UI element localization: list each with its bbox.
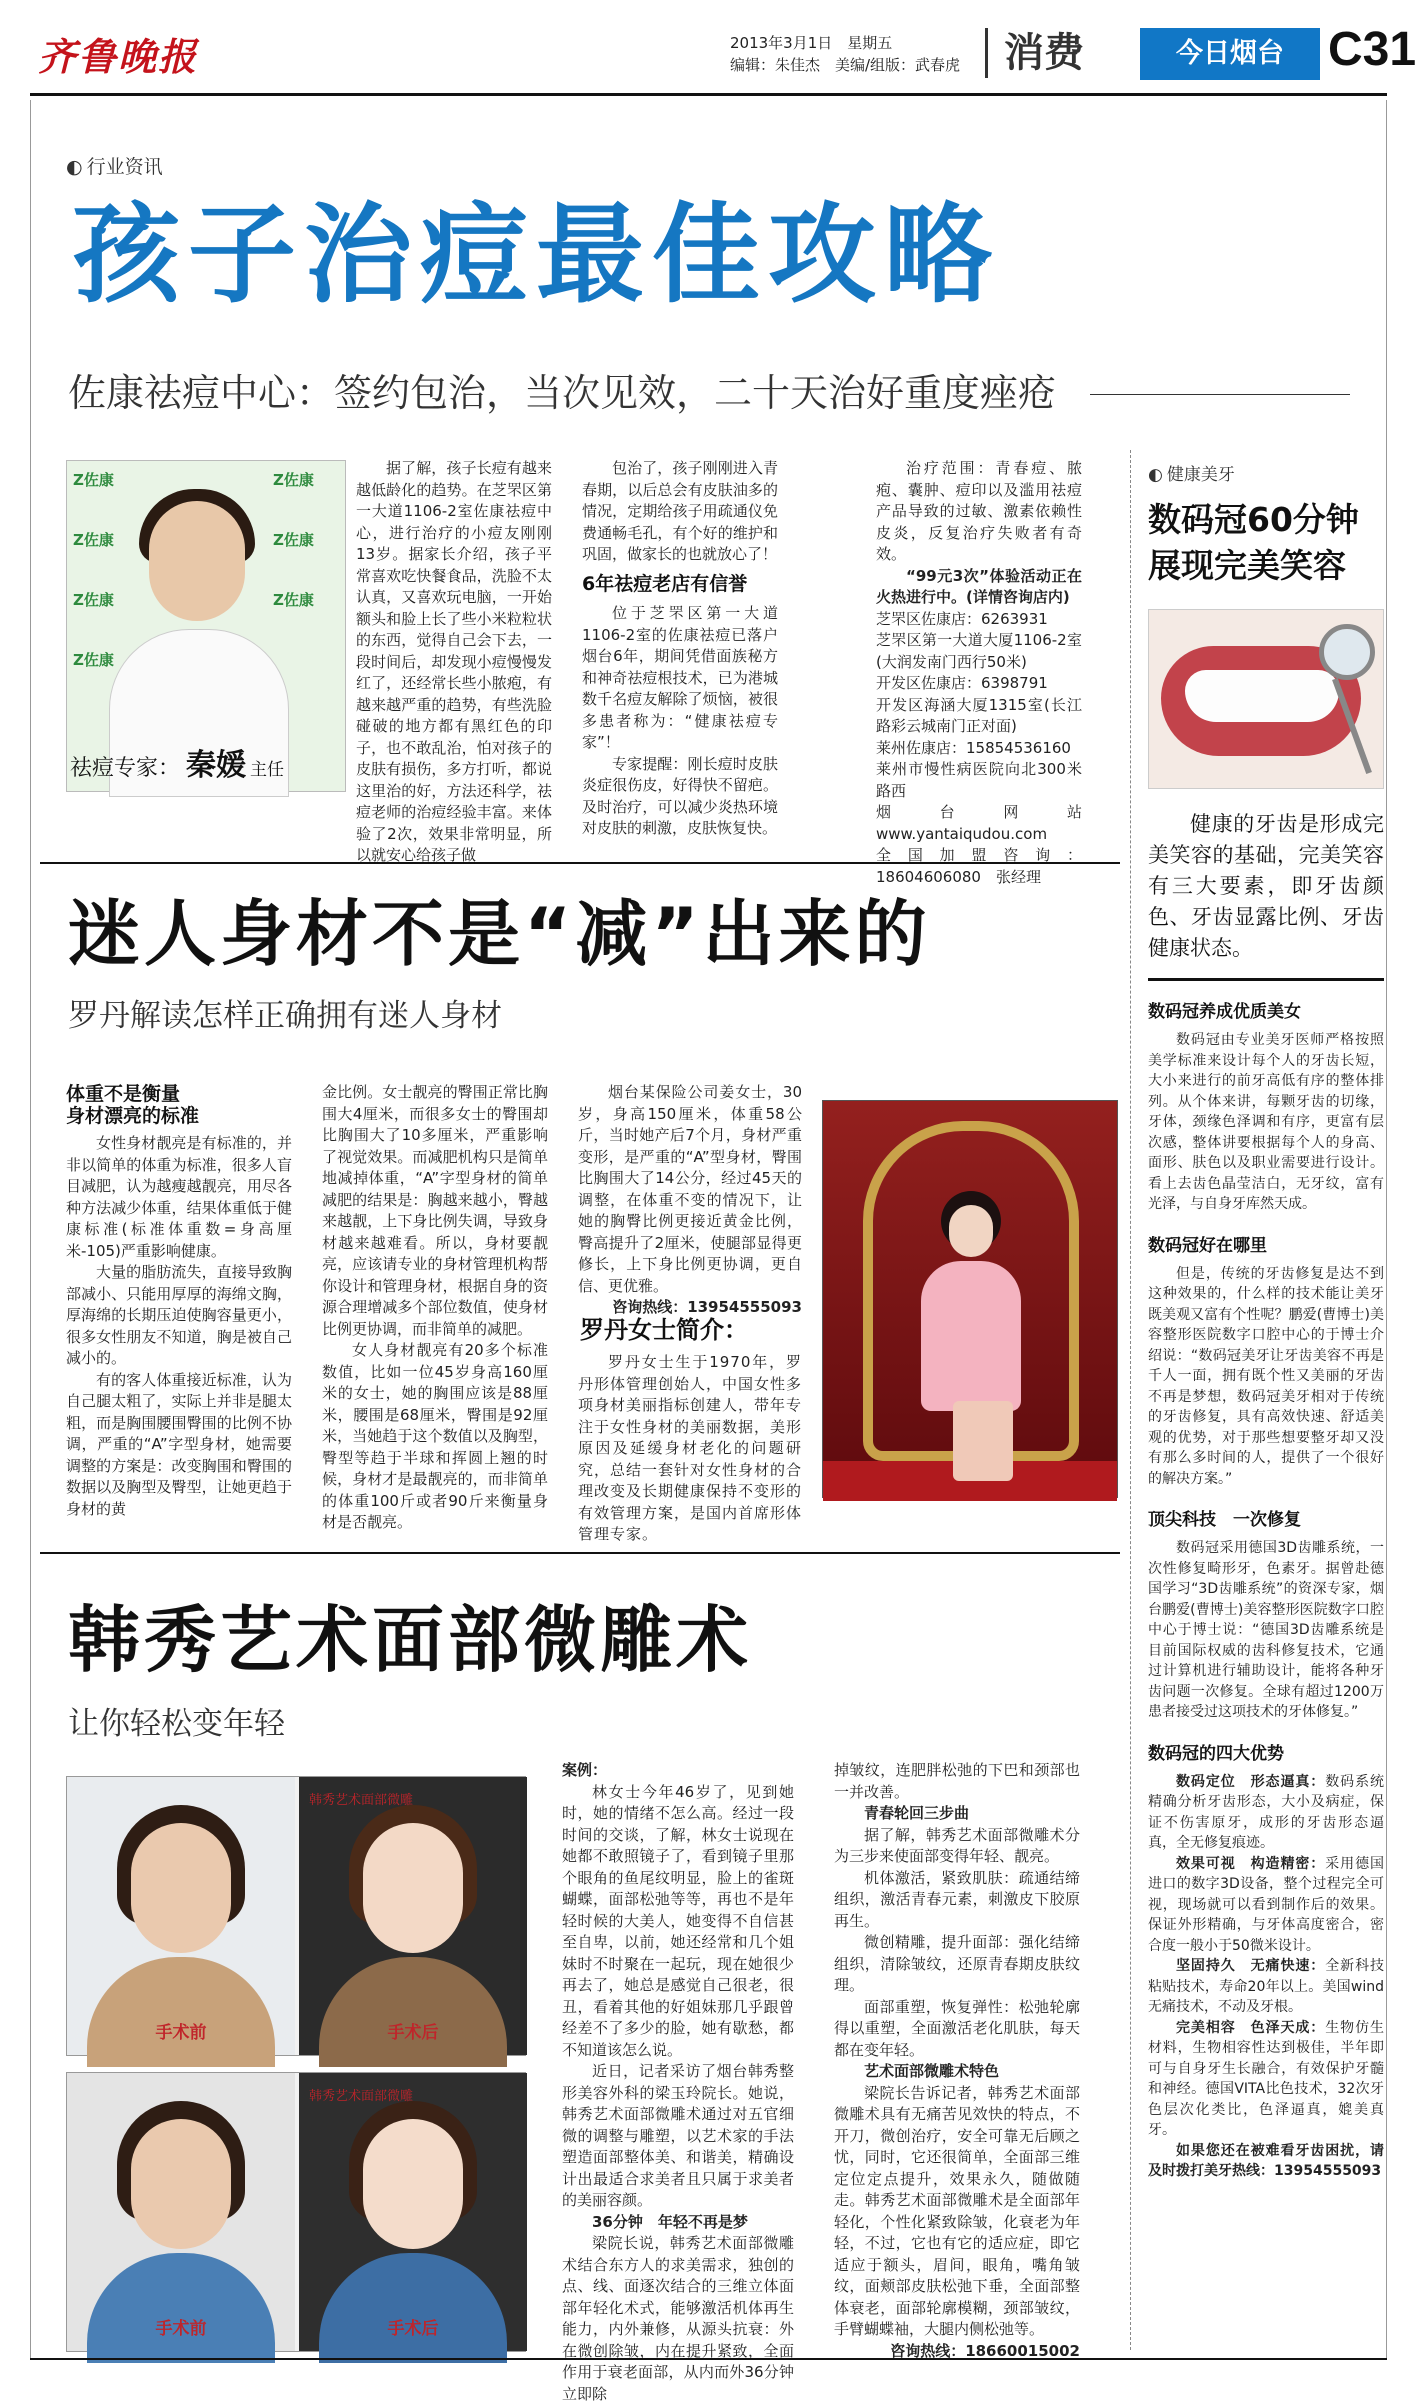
paragraph: 包治了，孩子刚刚进入青春期，以后总会有皮肤油多的情况，定期给孩子用疏通仪免费通畅毛孔，有个好的维护和巩固，做家长的也就放心了！: [582, 459, 778, 563]
after-label: 手术后: [387, 2319, 439, 2339]
hotline: 咨询热线：18660015002: [890, 2341, 1080, 2360]
brand-tile: Z佐康: [73, 591, 114, 609]
paragraph: 金比例。女士靓亮的臀围正常比胸围大4厘米，而很多女士的臀围却比胸围大了10多厘米，严重影响了视觉效果。而减肥机构只是简单地减掉体重，“A”字型身材的简单减肥的结果是：胸越来越小，臀越来越靓，上下身比例失调，导致身材越来越难看。所以，身材要靓亮，应该请专业的身材管理机构帮你设计和管理身材，根据自身的资源合理增减多个部位数值，使身材比例更协调，而非简单的减肥。: [322, 1083, 548, 1338]
before-photo: [67, 1777, 295, 2055]
store-line: 芝罘区佐康店：6263931: [876, 609, 1048, 628]
expert-face: [149, 501, 245, 621]
before-label: 手术前: [155, 2319, 207, 2339]
store-line: 莱州佐康店：15854536160: [876, 738, 1071, 757]
article1-column-1: [356, 458, 552, 867]
advantage-item: [1148, 1956, 1384, 2018]
sidebar-subheading: 数码冠好在哪里: [1148, 1235, 1267, 1256]
page-number: C31: [1328, 23, 1417, 76]
paragraph: 林女士今年46岁了，见到她时，她的情绪不怎么高。经过一段时间的交谈，了解，林女士说现在她都不敢照镜子了，看到镜子里那个眼角的鱼尾纹明显，脸上的雀斑蝴蝶，面部松弛等等，再也不是年轻时候的大美人，她变得不自信甚至自卑，以前，她还经常和几个姐妹时不时聚在一起玩，现在她很少再去了，她总是感觉自己很老，很丑，看着其他的好姐妹那几乎跟曾经差不了多少的脸，她有歇愁，都不知道该怎么说。: [562, 1782, 794, 2059]
brand-tile: Z佐康: [73, 531, 114, 549]
section-rule: [40, 1552, 1120, 1554]
date-and-editors: [730, 32, 960, 76]
article1-subhead: 佐康祛痘中心：签约包治，当次见效，二十天治好重度痤疮: [68, 371, 1057, 415]
advantage-text: 全新科技粘贴技术，寿命20年以上。美国wind无痛技术，不动及牙根。: [1148, 1958, 1385, 2015]
sidebar-subheading: 顶尖科技 一次修复: [1148, 1510, 1301, 1530]
expert-caption: [70, 740, 284, 784]
store-line: 烟台网站www.yantaiqudou.com: [876, 803, 1082, 843]
paragraph: 梁院长告诉记者，韩秀艺术面部微雕术具有无痛苦见效快的特点，不开刀，微创治疗，安全可靠无后顾之忧，同时，它还很简单，全面部三维定位定点提升，效果永久，随做随走。韩秀艺术面部微雕术是全面部年轻化，个性化紧致除皱，化衰老为年轻，不过，它也有它的适应症，即它适应于额头，眉间，眼角，嘴角皱纹，面颊部皮肤松弛下垂，全面部整体衰老，面部轮廓模糊，颈部皱纹，手臂蝴蝶袖，大腿内侧松弛等。: [834, 2083, 1080, 2338]
subhead-rule: [1090, 394, 1350, 395]
paragraph: 近日，记者采访了烟台韩秀整形美容外科的梁玉玲院长。她说，韩秀艺术面部微雕术通过对五官细微的调整与雕塑，以艺术家的手法塑造面部整体美、和谐美，精确设计出最适合求美者且只属于求美者的美丽容颜。: [562, 2062, 794, 2209]
legs: [953, 1401, 1013, 1481]
before-label: 手术前: [155, 2023, 207, 2043]
advantage-text: 生物仿生材料，生物相容性达到极佳，半年即可与自身牙生长融合，有效保护牙髓和神经。德国VITA比色技术，32次牙色层次化类比，色泽逼真，媲美真牙。: [1148, 2019, 1385, 2138]
advantage-text: 采用德国进口的数字3D设备，整个过程完全可视，现场就可以看到制作后的效果。保证外形精确，与牙体高度密合，密合度一般小于50微米设计。: [1148, 1855, 1385, 1954]
editors-line: 编辑：朱佳杰 美编/组版：武春虎: [730, 56, 961, 74]
face: [363, 2119, 463, 2249]
advantage-text: 数码系统精确分析牙齿形态，大小及病症，保证不伤害原牙，成形的牙齿形态逼真，全无修复痕迹。: [1148, 1773, 1385, 1851]
sidebar-text: [1148, 1030, 1384, 1215]
pink-dress: [921, 1261, 1021, 1411]
advantage-item: [1148, 1772, 1384, 1854]
paragraph: 数码冠采用德国3D齿雕系统，一次性修复畸形牙，色素牙。据曾赴德国学习“3D齿雕系统”的资深专家，烟台鹏爱(曹博士)美容整形医院数字口腔中心于博士说：“德国3D齿雕系统是目前国际权威的齿科修复技术，它通过计算机进行辅助设计，能将各种牙齿问题一次修复。全球有超过1200万患者接受过这项技术的牙体修复。”: [1148, 1540, 1384, 1720]
expert-title: 主任: [250, 760, 285, 780]
article3-subhead: 让你轻松变年轻: [68, 1706, 285, 1742]
dental-sidebar: [1148, 460, 1384, 2360]
paragraph: 据了解，韩秀艺术面部微雕术分为三步来使面部变得年轻、靓亮。: [834, 1825, 1080, 1865]
paragraph: 面部重塑，恢复弹性：松弛轮廓得以重塑，全面激活老化肌肤，每天都在变年轻。: [834, 1997, 1080, 2059]
sidebar-title: [1148, 497, 1384, 589]
paragraph: 有的客人体重接近标准，认为自己腿太粗了，实际上并非是腿太粗，而是胸围腰围臀围的比例不协调，严重的“A”字型身材，她需要调整的方案是：改变胸围和臀围的数据以及胸型及臀型，让她更趋于身材的黄: [66, 1370, 292, 1518]
before-after-photo-2: [66, 2072, 526, 2352]
article1-column-3: [876, 458, 1082, 888]
brand-tile: Z佐康: [73, 471, 114, 489]
caption-label: 祛痘专家：: [70, 756, 181, 781]
face: [131, 1823, 231, 1953]
before-after-photo-1: [66, 1776, 526, 2056]
teeth: [1185, 670, 1339, 722]
article1-headline: 孩子治痘最佳攻略: [72, 193, 1001, 318]
paragraph: 据了解，孩子长痘有越来越低龄化的趋势。在芝罘区第一大道1106-2室佐康祛痘中心，进行治疗的小痘友刚刚13岁。据家长介绍，孩子平常喜欢吃快餐食品，洗脸不太认真，又喜欢玩电脑，一开始额头和脸上长了些小米粒粒状的东西，觉得自己会下去，一段时间后，却发现小痘慢慢发红了，还经常长些小脓疱，有越来越严重的趋势，有些洗脸碰破的地方都有黑红色的印子，也不敢乱治，怕对孩子的皮肤有损伤，多方打听，都说这里治的好，方法还科学，祛痘老师的治痘经验丰富。来体验了2次，效果非常明显，所以就安心给孩子做: [356, 459, 552, 864]
paragraph: 女性身材靓亮是有标准的，并非以简单的体重为标准，很多人盲目减肥，认为越瘦越靓亮，用尽各种方法减少体重，结果体重低于健康标准(标准体重数=身高厘米-105)严重影响健康。: [66, 1134, 292, 1260]
closing-text: 如果您还在被难看牙齿困扰，请及时拨打美牙热线：13954555093: [1148, 2142, 1384, 2179]
hotline: 咨询热线：13954555093: [612, 1298, 802, 1316]
article2-subhead: 罗丹解读怎样正确拥有迷人身材: [68, 998, 502, 1034]
sidebar-text: [1148, 1538, 1384, 1723]
intro-title: 罗丹女士简介：: [580, 1316, 748, 1344]
advantage-label: 效果可视 构造精密：: [1176, 1855, 1326, 1872]
brand-tile: Z佐康: [273, 531, 314, 549]
sidebar-title-line: 数码冠60分钟: [1148, 500, 1359, 539]
article2-column-3: [578, 1082, 802, 1319]
store-line: 开发区佐康店：6398791: [876, 674, 1048, 692]
newspaper-logo: 齐鲁晚报: [38, 34, 199, 79]
sidebar-subheading: 数码冠的四大优势: [1148, 1743, 1284, 1764]
masthead: [30, 18, 1417, 96]
sidebar-divider: [1130, 450, 1131, 2350]
paragraph: 烟台某保险公司姜女士，30岁，身高150厘米，体重58公斤，当时她产后7个月，身材严重变形，是严重的“A”型身材，臀围比胸围大了14公分，经过45天的调整，在体重不变的情况下，让她的胸臀比例更接近黄金比例，臀高提升了2厘米，使腿部显得更修长，上下身比例更协调，更自信、更优雅。: [578, 1083, 802, 1295]
article2-headline: 迷人身材不是“减”出来的: [68, 892, 931, 976]
paragraph: 治疗范围：青春痘、脓疱、囊肿、痘印以及滥用祛痘产品导致的过敏、激素依赖性皮炎，反复治疗失败者有奇效。: [876, 459, 1082, 563]
article3-column-1: [562, 1760, 794, 2405]
case-label: 案例：: [562, 1761, 608, 1779]
paragraph: 掉皱纹，连肥胖松弛的下巴和颈部也一并改善。: [834, 1761, 1080, 1801]
edition-badge: 今日烟台: [1140, 28, 1320, 80]
section-rule: [40, 862, 1120, 864]
paragraph: 罗丹女士生于1970年，罗丹形体管理创始人，中国女性多项身材美丽指标创建人，带年专注于女性身材的美丽数据，美形原因及延缓身材老化的问题研究，总结一套针对女性身材的合理改变及长期健康保持不变形的有效管理方案，是国内首席形体管理专家。: [578, 1353, 803, 1543]
paragraph: 微创精雕，提升面部：强化结缔组织，清除皱纹，还原青春期皮肤纹理。: [834, 1933, 1080, 1994]
sidebar-rule: [1148, 978, 1384, 981]
store-line: 芝罘区第一大道大厦1106-2室(大润发南门西行50米): [876, 631, 1082, 671]
store-line: 开发区海涵大厦1315室(长江路彩云城南门正对面): [876, 695, 1082, 735]
brand-tile: Z佐康: [73, 651, 114, 669]
promo-text: “99元3次”体验活动正在火热进行中。(详情咨询店内): [876, 566, 1082, 606]
article2-column-2: [322, 1082, 548, 1534]
dental-mirror-icon: [1319, 624, 1375, 680]
before-photo: [67, 2073, 295, 2351]
luodan-photo: [822, 1100, 1118, 1498]
advantage-label: 完美相容 色泽天成：: [1176, 2019, 1326, 2036]
paragraph: 机体激活，紧致肌肤：疏通结缔组织，激活青春元素，刺激皮下胶原再生。: [834, 1868, 1080, 1930]
paragraph: 女人身材靓亮有20多个标准数值，比如一位45岁身高160厘米的女士，她的胸围应该是88厘米，腰围是68厘米，臀围是92厘米，当她趋于这个数值以及胸型，臀型等趋于半球和挥圆上翘的时候，身材才是最靓亮的，而非简单的体重100斤或者90斤来衡量身材是否靓亮。: [322, 1341, 548, 1531]
date-line: 2013年3月1日 星期五: [730, 34, 893, 52]
face: [363, 1823, 463, 1953]
subheading: 体重不是衡量: [66, 1083, 181, 1105]
sidebar-lead: 健康的牙齿是形成完美笑容的基础，完美笑容有三大要素，即牙齿颜色、牙齿显露比例、牙齿健康状态。: [1148, 812, 1384, 960]
paragraph: 数码冠由专业美牙医师严格按照美学标准来设计每个人的牙齿长短，大小来进行的前牙高低有序的整体排列。从个体来讲，每颗牙齿的切缘，牙体，颈缘色泽调和有序，更富有层次感，整体讲要根据每个人的身高、面形、肤色以及职业需要进行设计。看上去齿色晶莹洁白，无牙纹，富有光泽，与自身牙库然天成。: [1148, 1032, 1384, 1212]
sidebar-kicker: ◐ 健康美牙: [1148, 460, 1384, 485]
advantage-label: 数码定位 形态逼真：: [1176, 1773, 1326, 1790]
subheading: 青春轮回三步曲: [864, 1804, 970, 1822]
after-photo: [299, 2073, 527, 2351]
section-name: 消费: [985, 28, 1084, 78]
after-photo: [299, 1777, 527, 2055]
sidebar-text: [1148, 1264, 1384, 1490]
bottom-rule: [30, 2358, 1387, 2360]
clinic-brand: 韩秀艺术面部微雕: [309, 1793, 414, 1808]
brand-tile: Z佐康: [273, 591, 314, 609]
sidebar-title-line: 展现完美笑容: [1148, 546, 1346, 585]
paragraph: 专家提醒：刚长痘时皮肤炎症很伤皮，好得快不留疤。及时治疗，可以减少炎热环境对皮肤的刺激，皮肤恢复快。: [582, 754, 778, 837]
subheading: 6年祛痘老店有信誉: [582, 572, 748, 595]
face: [949, 1205, 993, 1257]
smile-photo: [1148, 609, 1384, 789]
face: [131, 2119, 231, 2249]
store-line: 莱州市慢性病医院向北300米路西: [876, 760, 1082, 800]
advantage-label: 坚固持久 无痛快速：: [1176, 1958, 1326, 1974]
paragraph: 梁院长说，韩秀艺术面部微雕术结合东方人的求美需求，独创的点、线、面逐次结合的三维立体面部年轻化术式，能够激活机体再生能力，内外兼修，从源头抗衰：外在微创除皱，内在提升紧致，全面作用于衰老面部，从内而外36分钟立即除: [562, 2234, 794, 2403]
intro-column: [578, 1352, 802, 1546]
store-line: 全国加盟咨询：18604606080 张经理: [876, 846, 1082, 886]
article3-headline: 韩秀艺术面部微雕术: [68, 1598, 753, 1682]
advantage-item: [1148, 2018, 1384, 2141]
clinic-brand: 韩秀艺术面部微雕: [309, 2089, 414, 2104]
paragraph: 位于芝罘区第一大道1106-2室的佐康祛痘已落户烟台6年，期间凭借面族秘方和神奇祛痘根技术，已为港城数千名痘友解除了烦恼，被很多患者称为：“健康祛痘专家”！: [582, 604, 778, 751]
subheading: 艺术面部微雕术特色: [864, 2062, 1000, 2080]
subheading: 身材漂亮的标准: [66, 1104, 200, 1127]
article1-kicker: ◐ 行业资讯: [66, 152, 163, 179]
article1-column-2: [582, 458, 778, 840]
article2-column-1: [66, 1084, 292, 1520]
sidebar-text: [1148, 1772, 1384, 2182]
paragraph: 但是，传统的牙齿修复是达不到这种效果的，什么样的技术能让美牙既美观又富有个性呢？鹏爱(曹博士)美容整形医院数字口腔中心的于博士介绍说：“数码冠美牙让牙齿美容不再是千人一面，拥有既个性又美丽的牙齿不再是梦想，数码冠美牙相对于传统的牙齿修复，具有高效快速、舒适美观的优势，对于那些想要整牙却又没有那么多时间的人，提供了一个很好的解决方案。”: [1148, 1265, 1384, 1487]
advantage-item: [1148, 1854, 1384, 1957]
article3-column-2: [834, 1760, 1080, 2362]
paragraph: 大量的脂肪流失，直接导致胸部减小、只能用厚厚的海绵文胸，厚海绵的长期压迫使胸容量更小，很多女性朋友不知道，胸是被自己减小的。: [66, 1263, 292, 1367]
subheading: 36分钟 年轻不再是梦: [592, 2212, 748, 2231]
after-label: 手术后: [387, 2023, 439, 2043]
expert-name: 秦媛: [186, 748, 247, 783]
brand-tile: Z佐康: [273, 471, 314, 489]
sidebar-subheading: 数码冠养成优质美女: [1148, 1002, 1301, 1022]
